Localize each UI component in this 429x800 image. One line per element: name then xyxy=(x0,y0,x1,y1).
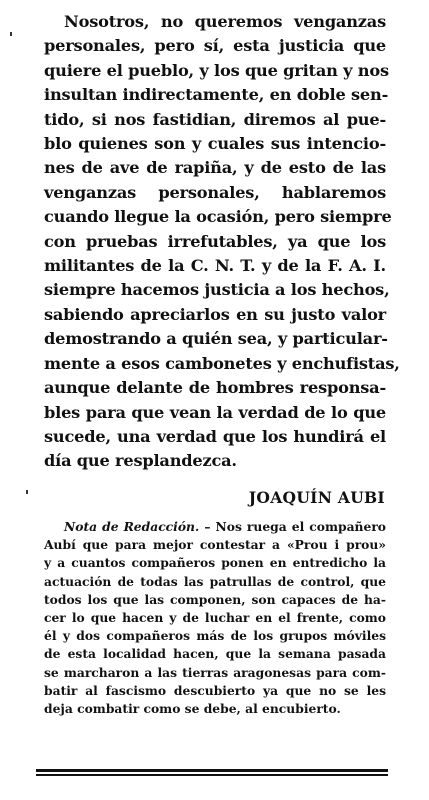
note-line: él y dos compañeros más de los grupos móviles xyxy=(44,628,386,644)
note-line: se marcharon a las tierras aragonesas para com- xyxy=(44,664,386,680)
article-line: siempre hacemos justicia a los hechos, xyxy=(44,280,390,300)
article-line: mente a esos cambonetes y enchufistas, xyxy=(44,353,400,373)
note-line xyxy=(44,518,386,536)
note-line: de esta localidad hacen, que la semana pasada xyxy=(44,646,386,662)
article-line: personales, pero sí, esta justicia que xyxy=(44,36,386,56)
article-line: insultan indirectamente, en doble sen- xyxy=(44,85,389,105)
note-line-text: – Nos ruega el compañero xyxy=(199,519,386,534)
article-line: blo quienes son y cuales sus intencio- xyxy=(44,134,386,154)
note-line: todos los que las componen, son capaces de ha- xyxy=(44,591,386,607)
article-line: nes de ave de rapiña, y de esto de las xyxy=(44,158,386,178)
note-label: Nota de Redacción. xyxy=(64,519,200,534)
article-line: venganzas personales, hablaremos xyxy=(44,182,386,202)
author-signature: JOAQUÍN AUBI xyxy=(248,488,385,507)
article-line: demostrando a quién sea, y particular- xyxy=(44,329,388,349)
article-line: sabiendo apreciarlos en su justo valor xyxy=(44,304,386,324)
article-line: bles para que vean la verdad de lo que xyxy=(44,402,386,422)
margin-mark xyxy=(26,490,28,494)
article-line: aunque delante de hombres responsa- xyxy=(44,378,386,398)
article-line: Nosotros, no queremos venganzas xyxy=(64,12,386,31)
article-line: cuando llegue la ocasión, pero siempre xyxy=(44,207,392,227)
section-divider xyxy=(36,774,388,776)
article-line: tido, si nos fastidian, diremos al pue- xyxy=(44,109,386,129)
article-line: quiere el pueblo, y los que gritan y nos xyxy=(44,60,389,80)
article-line: sucede, una verdad que los hundirá el xyxy=(44,426,386,446)
note-line: batir al fascismo descubierto ya que no se les xyxy=(44,682,386,698)
note-line: cer lo que hacen y de luchar en el frente, como xyxy=(44,610,386,626)
note-line: actuación de todas las patrullas de control, que xyxy=(44,573,386,589)
section-divider xyxy=(36,769,388,772)
article-line: con pruebas irrefutables, ya que los xyxy=(44,231,386,251)
article-line: militantes de la C. N. T. y de la F. A. I. xyxy=(44,256,386,276)
margin-mark xyxy=(10,32,12,36)
article-line: día que resplandezca. xyxy=(44,451,237,471)
note-line: y a cuantos compañeros ponen en entredicho la xyxy=(44,555,386,571)
article-body xyxy=(44,10,400,474)
note-line: deja combatir como se debe, al encubierto. xyxy=(44,701,341,717)
editorial-note xyxy=(44,518,386,718)
note-line: Aubí que para mejor contestar a «Prou i prou» xyxy=(44,537,386,553)
